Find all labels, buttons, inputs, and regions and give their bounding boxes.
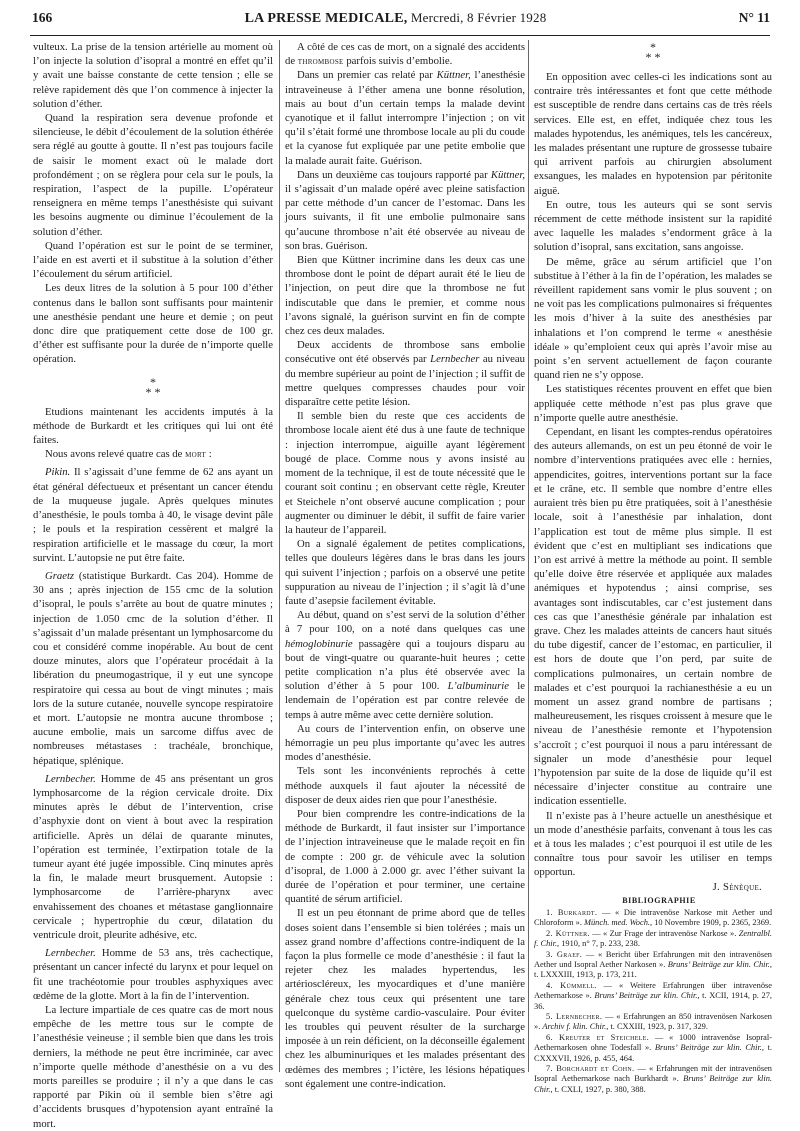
page-number: 166 <box>32 10 53 25</box>
paragraph: De même, grâce au sérum artificiel que l’on substitue à l’éther à la fin de l’opération, les malades se réveillent rapidement sans vomir le plus souvent ; on ne voit pas les complications pulmonaires si fréquentes les mois d’hiver à la suite des anesthésies par inhalations et l’on comprend le terme « anesthésie idéale » qu’emploient ceux qui après l’avoir mise au point s’en servent actuellement de façon courante quand rien ne s’y oppose. <box>534 255 772 382</box>
paragraph: La lecture impartiale de ces quatre cas de mort nous empêche de les mettre tous sur le compte de l’anesthésie veineuse ; il semble bien que dans les trois derniers, la méthode ne peut être incriminée, car avec n’importe quelle méthode d’anesthésie on a vu des morts pareilles se produire ; il n’y a que dans le cas rapporté par Pikin où il semble bien s’être agi d’accidents brusques d’hypotension ayant entraîné la mort. <box>33 1004 273 1130</box>
paragraph: A côté de ces cas de mort, on a signalé des accidents de thrombose parfois suivis d’embolie. <box>285 41 525 68</box>
paragraph: Il est un peu étonnant de prime abord que de telles doses soient dans l’ensemble si bien tolérées ; mais un assez grand nombre d’affections contre-indiquent de la façon la plus formelle ce mode d’anesthésie : il faut la rejeter chez les malades hypertendus, les artérioscléreux, les myocardiques et d’une manière générale chez tous ceux qui présentent une tare quelconque du système cardio-vasculaire. Pour éviter les troubles qui peuvent résulter de la surcharge imposée à un rein déficient, on la déconseille également chez les albuminuriques et les malades présentant des œdèmes des membres ; l’ictère, les lésions hépatiques sont également une contre-indication. <box>285 907 525 1090</box>
column-3 <box>534 40 773 1094</box>
case-paragraph: Lernbecher. Homme de 45 ans présentant un gros lymphosarcome de la région cervicale droite. Dix minutes après le début de l’intervention, crise d’asphyxie dont on vient à bout avec la respiration artificielle. Après un délai de quarante minutes, l’opération est terminée, l’extirpation totale de la tumeur ayant été jugée impossible. Cinq minutes après la fin, le malade meurt brusquement. Autopsie : lymphosarcome de l’arrière-pharynx avec envahissement des choanes et métastase ganglionnaire cervicale ; hypertrophie du cœur, dilatation du ventricule droit, pleurite adhésive, etc. <box>33 772 273 941</box>
paragraph: Il n’existe pas à l’heure actuelle un anesthésique et un mode d’anesthésie parfaits, convenant à tous les cas et à tous les malades ; c’est pourquoi il est utile de les connaître tous pour savoir les utiliser en temps opportun. <box>534 809 772 879</box>
column-divider-2 <box>528 40 529 1072</box>
case-author: Lernbecher. <box>45 772 96 785</box>
paragraph: Dans un premier cas relaté par Küttner, l’anesthésie intraveineuse à l’éther amena une bonne résolution, mais au bout d’un certain temps la malade devint cyanotique et il fallut interrompre l’injection ; on vit qu’il s’était formé une thrombose locale au pli du coude et la cyanose fut expliquée par une petite embolie que la malade aurait faite. Guérison. <box>285 69 525 167</box>
paragraph: Au début, quand on s’est servi de la solution d’éther à 7 pour 100, on a noté dans quelques cas une hémoglobinurie passagère qui a toujours disparu au bout de vingt-quatre ou quarante-huit heures ; cette petite complication n’a plus été observée avec la solution d’éther à 5 pour 100. L’albuminurie le lendemain de l’opération est par contre relevée de temps à autre même avec cette dernière solution. <box>285 609 525 721</box>
asterism-divider: * * * <box>145 374 161 399</box>
paragraph: En opposition avec celles-ci les indications sont au contraire très intéressantes et font que cette méthode est susceptible de rendre dans certains cas de très réels services. Elle est, en effet, indiquée chez tous les malades hypotendus, les anémiques, tels les cancéreux, les malades présentant une rupture de grossesse tubaire qui arrivent parfois au chirurgien absolument exsangues, les malades en hypotension par péritonite aiguë. <box>534 71 772 197</box>
paragraph: Deux accidents de thrombose sans embolie consécutive ont été observés par Lernbecher au niveau du membre supérieur au point de l’injection ; il suffit de mettre quelques compresses chaudes pour voir disparaître cette petite lésion. <box>285 339 526 409</box>
bibliography-entry: 4. Kümmell. — « Weitere Erfahrungen über intravenöse Aethernarkose ». Bruns’ Beiträge zur klin. Chir., t. XCII, 1914, p. 27, 36. <box>534 980 772 1011</box>
paragraph: Dans un deuxième cas toujours rapporté par Küttner, il s’agissait d’un malade opéré avec pleine satisfaction par cette méthode d’un cancer de l’estomac. Dans les jours suivants, il fit une embolie pulmonaire sans qu’aucune thrombose n’ait été observée au niveau de son bras. Guérison. <box>285 168 525 252</box>
paragraph: Nous avons relevé quatre cas de mort : <box>45 448 212 461</box>
paragraph: On a signalé également de petites complications, telles que douleurs légères dans le bras dans les jours qui suivent l’injection ; parfois on a observé une petite suppuration au niveau de l’injection ; il s’agit là d’une faute d’asepsie facilement évitable. <box>285 538 525 607</box>
paragraph: vulteux. La prise de la tension artérielle au moment où l’on injecte la solution d’isopral a montré en effet qu’il y avait une baisse constante de cette tension ; elle se relève rapidement dès que l’on commence à injecter la solution d’éther. <box>33 41 273 110</box>
paragraph: Cependant, en lisant les comptes-rendus opératoires des auteurs allemands, on est un peu étonné de voir le nombre d’interventions pratiquées avec elle : hernies, appendicites, goitres, interventions portant sur la face et le crâne, etc. Il semble que nombre d’entre elles auraient très bien pu être pratiquées, soit à l’anesthésie locale, soit à l’anesthésie par inhalation, dont l’application est tout de même plus simple. Il est évident que c’est en multipliant ses indications que l’on est arrivé à mettre la méthode au point. Il semble qu’elle doive être réservée et appliquée aux malades anémiques et hypotendus ; ainsi comprise, ses avantages sont indiscutables, car c’est justement dans ces cas que l’anesthésie générale par inhalation est grave. Chez les malades atteints de cancers haut situés du tube digestif, cancer de l’estomac, en particulier, il est hors de doute que l’on perd, par suite de complications pulmonaires, un certain nombre de malades et c’est pourquoi la rachianesthésie a eu un moment un assez grand nombre de partisans ; malheureusement, les risques croissent à mesure que le niveau de l’anesthésie remonte et l’hypotension s’accroît ; c’est pourquoi il nous a paru intéressant de signaler un mode d’anesthésie pour lequel l’hypotension par suite de la dose de liquide qu’il est nécessaire d’injecter constitue au contraire une indication essentielle. <box>534 426 772 808</box>
bibliography-entry: 6. Kreuter et Steichele. — « 1000 intravenöse Isopral-Aethernarkosen ohne Todesfall ». Bruns’ Beiträge zur klin. Chir., t. CXXXVII, 1926, p. 455, 464. <box>534 1032 772 1063</box>
paragraph: Au cours de l’intervention enfin, on observe une hémorragie un peu plus importante qu’avec les autres modes d’anesthésie. <box>285 722 525 764</box>
case-paragraph: Lernbecher. Homme de 53 ans, très cachectique, présentant un cancer infecté du larynx et pour lequel on fit une trachéotomie pour troubles asphyxiques avec œdème de la glotte. Mort à la fin de l’intervention. <box>33 947 273 1002</box>
paragraph: Il semble bien du reste que ces accidents de thrombose locale aient été dus à une faute de technique : injection interrompue, aiguille ayant légèrement bougé de place. Comme nous y avons insisté au moment de la technique, il est de toute nécessité que le courant soit continu ; en observant cette règle, Kreuter et Steichele n’ont observé aucune complication ; pour augmenter ou diminuer le débit, il suffit de faire varier la hauteur de l’appareil. <box>285 410 525 536</box>
paragraph: Les statistiques récentes prouvent en effet que bien appliquée cette méthode n’est pas plus grave que n’importe quelle autre anesthésie. <box>534 383 772 424</box>
bibliography-entry: 2. Küttner. — « Zur Frage der intravenöse Narkose ». Zentralbl. f. Chir., 1910, n° 7, p. 233, 238. <box>534 928 772 949</box>
author-signature: J. Sénèque. <box>712 880 762 893</box>
bibliography-entry: 3. Graef. — « Bericht über Erfahrungen mit den intravenösen Aether und Isopral Aether Narkosen ». Bruns’ Beiträge zur klin. Chir., t. LXXXIII, 1913, p. 173, 211. <box>534 949 772 980</box>
bibliography-entry: 7. Borchardt et Cohn. — « Erfahrungen mit der intravenösen Isopral Aethernarkose nach Burkhardt ». Bruns’ Beiträge zur klin. Chir., t. CXLI, 1927, p. 380, 388. <box>534 1064 772 1094</box>
asterism-divider: * * * <box>645 40 661 64</box>
issue-date: Mercredi, 8 Février 1928 <box>407 10 547 25</box>
case-author: Graetz <box>45 569 75 582</box>
paragraph: Quand l’opération est sur le point de se terminer, l’aide en est averti et il substitue à la solution d’éther l’écoulement du sérum artificiel. <box>33 239 273 281</box>
column-1 <box>33 40 273 1130</box>
column-2 <box>285 40 526 1090</box>
case-paragraph: Pikin. Il s’agissait d’une femme de 62 ans ayant un état général défectueux et présentant un cancer étendu de la muqueuse jugale. Après quelques minutes d’anesthésie, le pouls tomba à 40, le visage devint pâle ; le pouls et la respiration cessèrent et malgré la respiration artificielle et le massage du cœur, la mort survint. L’autopsie ne put être faite. <box>33 466 273 564</box>
bibliography-entry: 1. Burkardt. — « Die intravenöse Narkose mit Aether und Chloroform ». Münch. med. Woch., 10 Novembre 1909, p. 2365, 2369. <box>534 907 773 928</box>
journal-name: LA PRESSE MEDICALE, <box>244 11 408 26</box>
header-rule <box>30 35 770 36</box>
paragraph: Tels sont les inconvénients reprochés à cette méthode auxquels il faut ajouter la nécessité de disposer de deux aides rien que pour l’anesthésie. <box>285 765 525 806</box>
paragraph: Pour bien comprendre les contre-indications de la méthode de Burkardt, il faut insister sur l’importance de l’injection intraveineuse que le malade reçoit en fin de compte : 200 gr. de véhicule avec la solution d’isopral, de 1.000 à 2.000 gr. avec l’éther suivant la durée de l’opération et pour terminer, une certaine quantité de sérum artificiel. <box>285 807 525 906</box>
paragraph: En outre, tous les auteurs qui se sont servis récemment de cette méthode insistent sur la rapidité avec laquelle les malades s’endorment grâce à la solution d’isopral, sans excitation, sans angoisse. <box>534 198 772 254</box>
journal-title <box>245 10 547 27</box>
bibliography-entry: 5. Lernbecher. — « Erfahrungen an 850 intravenösen Narkosen ». Archiv f. klin. Chir., t. CXXIII, 1923, p. 317, 329. <box>534 1012 772 1032</box>
issue-number: N° 11 <box>738 10 770 25</box>
column-divider-1 <box>279 40 280 1072</box>
paragraph: Les deux litres de la solution à 5 pour 100 d’éther contenus dans le ballon sont suffisants pour maintenir une anesthésie pendant une heure et demie ; on peut donc dire que pratiquement cette dose de 100 gr. d’éther est suffisante pour la durée de n’importe quelle opération. <box>33 282 273 366</box>
case-author: Pikin. <box>45 466 71 479</box>
case-paragraph: Graetz (statistique Burkardt. Cas 204). Homme de 30 ans ; après injection de 155 cmc de la solution d’isopral, le pouls s’arrête au bout de quatre minutes ; injection de 1.050 cmc de la solution d’éther. Il s’agissait d’un malade présentant un lymphosarcome du cou et considéré comme inopérable. Au bout de cent douze minutes, alors que l’opérateur procédait à la libération du pneumogastrique, il y eut une syncope respiratoire qui cessa au bout de vingt minutes ; mais lors de la suture cutanée, nouvelle syncope respiratoire et mort. L’autopsie ne montra aucune thrombose ; aucune embolie, mais un sarcome diffus avec de nombreuses métastases : trachéale, bronchique, hépatique, splénique. <box>33 569 273 767</box>
paragraph: Bien que Küttner incrimine dans les deux cas une thrombose dont le point de départ aurait été le lieu de l’injection, on peut dire que la thrombose ne fut indiscutable que dans le premier, et comme nous l’avons signalé, la guérison survint en fin de compte chez ces deux malades. <box>285 254 525 338</box>
bibliography-heading: BIBLIOGRAPHIE <box>622 895 696 905</box>
case-author: Lernbecher. <box>45 947 96 960</box>
paragraph: Etudions maintenant les accidents imputés à la méthode de Burkardt et les critiques qui lui ont été faites. <box>33 405 273 447</box>
page-header <box>32 10 770 36</box>
paragraph: Quand la respiration sera devenue profonde et silencieuse, le débit d’écoulement de la solution éthérée sera réglé au goutte à goutte. Il n’est pas toujours facile de saisir le moment exact où le malade dort profondément ; on se règlera pour cela sur le pouls, la respiration, l’aspect de la pupille. L’opérateur renseignera en même temps l’anesthésiste qui suivant les besoins augmente ou diminue l’écoulement de la solution d’éther. <box>33 112 273 238</box>
